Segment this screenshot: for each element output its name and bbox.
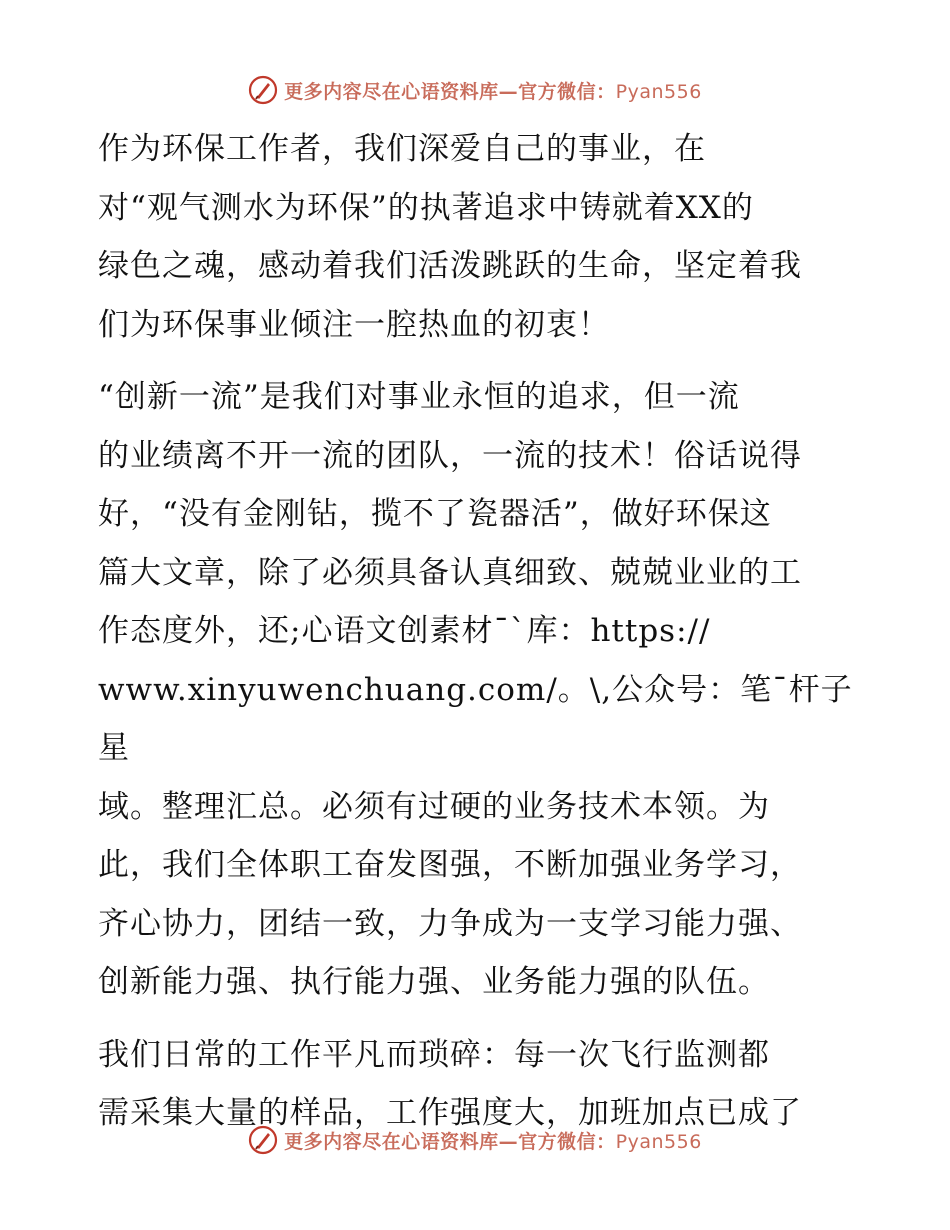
footer-banner	[0, 1120, 950, 1160]
quill-logo-icon	[248, 75, 278, 105]
footer-wechat-id: Pyan556	[615, 1130, 702, 1153]
header-banner	[0, 70, 950, 110]
paragraph-3: 我们日常的工作平凡而琐碎：每一次飞行监测都 需采集大量的样品，工作强度大，加班加点已成了	[98, 1036, 802, 1131]
quill-logo-icon	[248, 1125, 278, 1155]
paragraph-2: “创新一流”是我们对事业永恒的追求，但一流 的业绩离不开一流的团队，一流的技术！俗话说得 好，“没有金刚钻，揽不了瓷器活”，做好环保这 篇大文章，除了必须具备认真细致、兢兢业业的工 作态度外，还;心语文创素材¯`库：https:// www.xinyuwenchuang.com/。\,公众号：笔¯杆子星 域。整理汇总。必须有过硬的业务技术本领。为 此，我们全体职工奋发图强，不断加强业务学习， 齐心协力，团结一致，力争成为一支学习能力强、 创新能力强、执行能力强、业务能力强的队伍。	[98, 379, 853, 1000]
document-body	[98, 120, 858, 1157]
header-banner-text	[284, 77, 702, 104]
footer-banner-text	[284, 1127, 702, 1154]
footer-banner-main: 更多内容尽在心语资料库—官方微信：	[284, 1130, 616, 1153]
paragraph-1: 作为环保工作者，我们深爱自己的事业，在 对“观气测水为环保”的执著追求中铸就着XX的 绿色之魂，感动着我们活泼跳跃的生命，坚定着我 们为环保事业倾注一腔热血的初衷！	[98, 131, 802, 343]
header-wechat-id: Pyan556	[615, 80, 702, 103]
header-banner-main: 更多内容尽在心语资料库—官方微信：	[284, 80, 616, 103]
